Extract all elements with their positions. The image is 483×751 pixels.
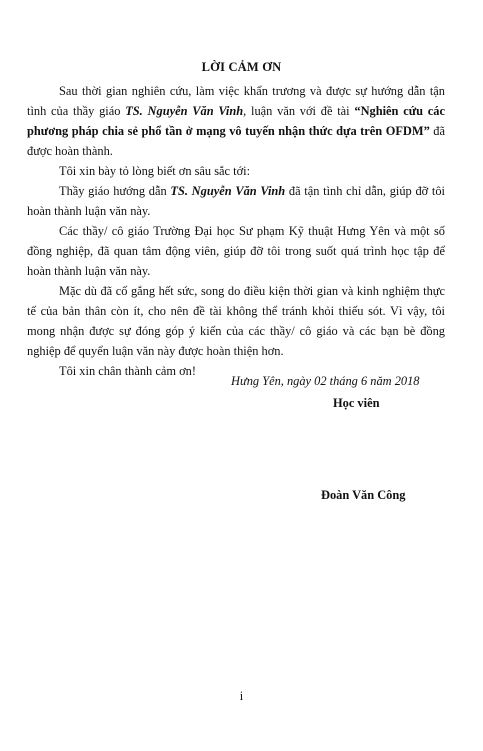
paragraph-supervisor-text-b: đã tận tình chỉ dẫn, giúp đỡ tôi hoàn thành luận văn này.	[27, 184, 445, 218]
supervisor-name-2: TS. Nguyễn Văn Vinh	[170, 184, 286, 198]
paragraph-thanks: Tôi xin chân thành cảm ơn!	[59, 364, 196, 378]
paragraph-intro-text-a: Sau thời gian nghiên cứu, làm việc khẩn trương và được sự hướng dẫn tận tình của thầy giáo	[27, 84, 445, 118]
paragraph-teachers: Các thầy/ cô giáo Trường Đại học Sư phạm Kỹ thuật Hưng Yên và một số đồng nghiệp, đã quan tâm động viên, giúp đỡ tôi trong suốt quá trình học tập để hoàn thành luận văn này.	[27, 224, 445, 278]
signature-role: Học viên	[333, 396, 380, 410]
paragraph-intro-text-c: đã được hoàn thành.	[27, 124, 445, 158]
page-number: i	[239, 689, 244, 703]
paragraph-limitations: Mặc dù đã cố gắng hết sức, song do điều kiện thời gian và kinh nghiệm thực tế của bản thân còn ít, cho nên đề tài không thể tránh khỏi thiếu sót. Vì vậy, tôi mong nhận được sự đóng góp ý kiến của các thầy/ cô giáo và các bạn bè đồng nghiệp để quyển luận văn này được hoàn thiện hơn.	[27, 284, 445, 358]
supervisor-name: TS. Nguyễn Văn Vinh	[125, 104, 244, 118]
paragraph-gratitude: Tôi xin bày tỏ lòng biết ơn sâu sắc tới:	[59, 164, 251, 178]
paragraph-supervisor	[27, 181, 445, 221]
document-title: LỜI CẢM ƠN	[201, 60, 282, 74]
document-body	[27, 81, 445, 381]
paragraph-supervisor-text-a: Thầy giáo hướng dẫn	[59, 184, 171, 198]
signature-name: Đoàn Văn Công	[321, 488, 406, 502]
paragraph-intro-text-b: , luận văn với đề tài	[243, 104, 355, 118]
signature-place-date: Hưng Yên, ngày 02 tháng 6 năm 2018	[231, 374, 420, 388]
thesis-topic: “Nghiên cứu các phương pháp chia sẻ phổ tần ở mạng vô tuyến nhận thức dựa trên OFDM”	[27, 104, 445, 138]
paragraph-intro	[27, 81, 445, 161]
